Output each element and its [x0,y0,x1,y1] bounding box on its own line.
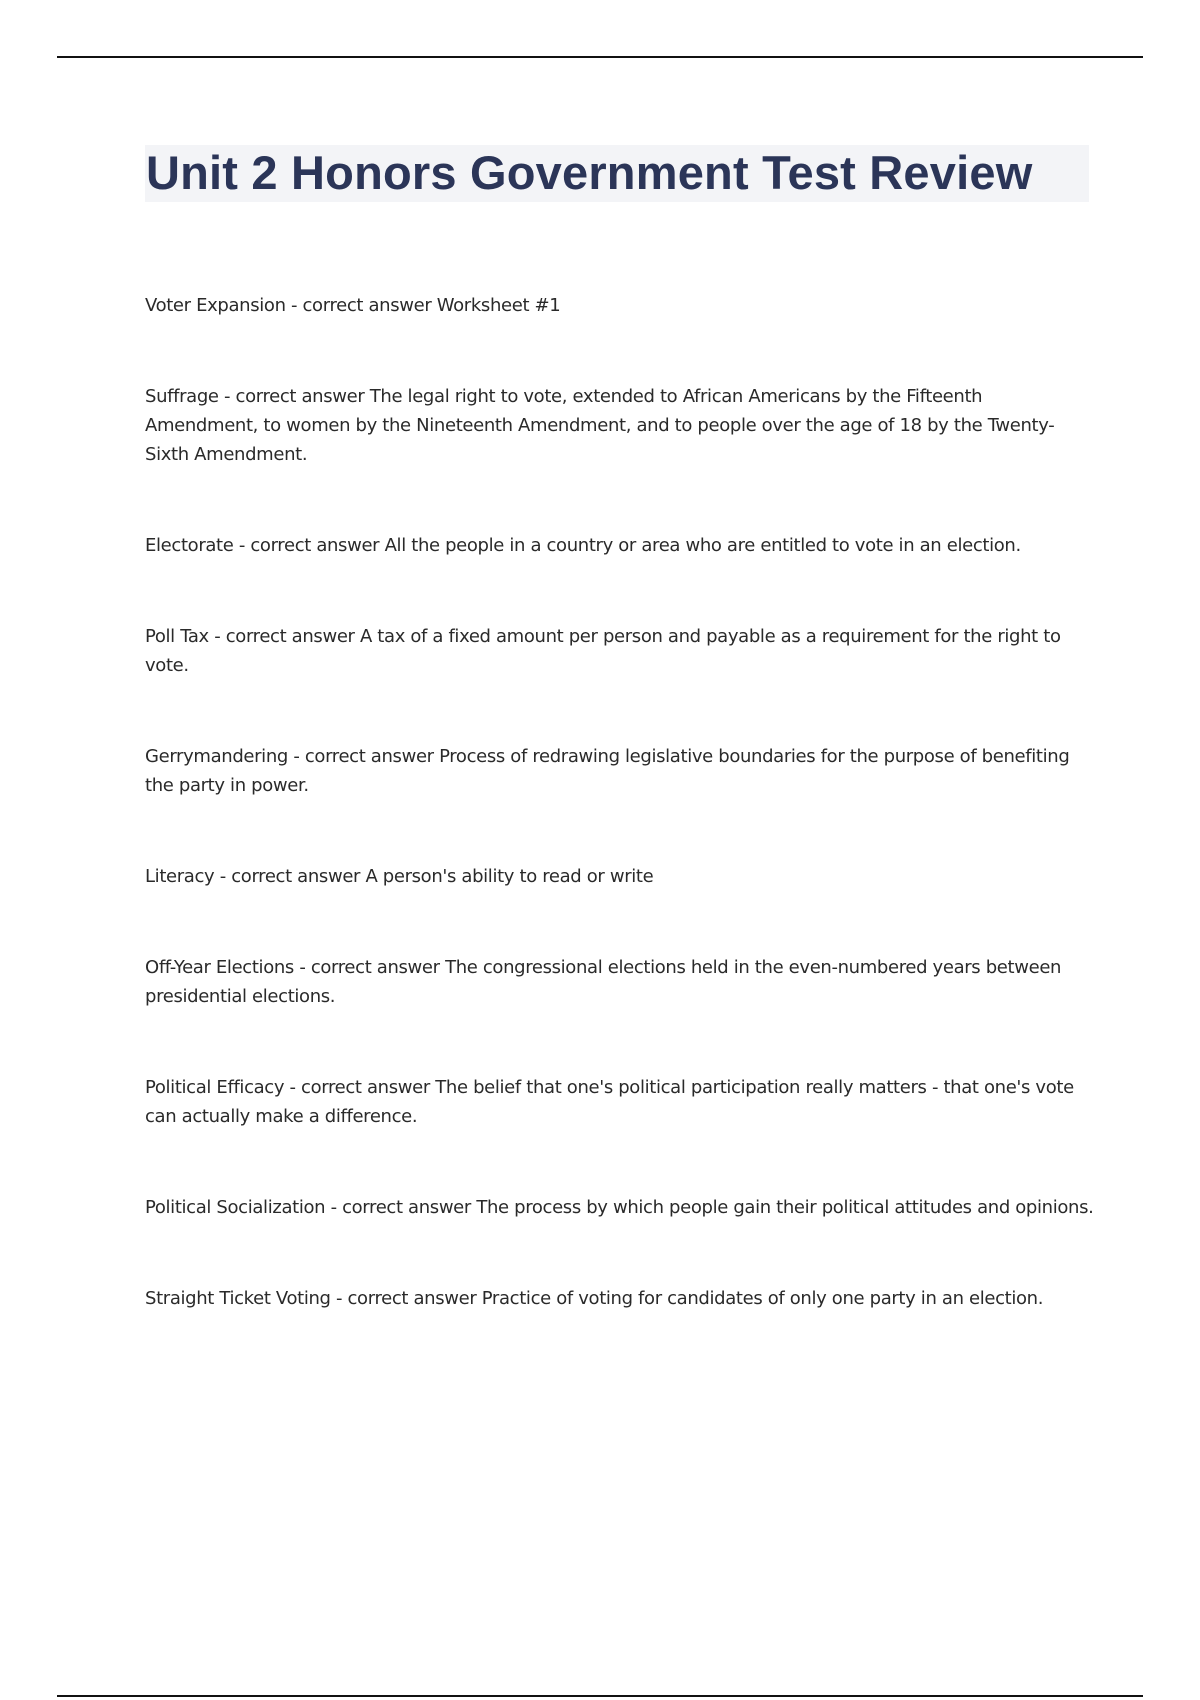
term-entry-voter-expansion: Voter Expansion - correct answer Worksheet #1 [145,295,561,316]
term-entry-political-socialization: Political Socialization - correct answer The process by which people gain their political attitudes and opinions. [145,1197,1094,1218]
term-list [145,291,1095,1375]
term-entry-electorate: Electorate - correct answer All the people in a country or area who are entitled to vote in an election. [145,535,1021,556]
bottom-rule [57,1695,1143,1697]
term-entry-gerrymandering: Gerrymandering - correct answer Process of redrawing legislative boundaries for the purpose of benefiting the party in power. [145,746,1070,796]
page-title: Unit 2 Honors Government Test Review [146,146,1033,199]
term-entry-suffrage: Suffrage - correct answer The legal right to vote, extended to African Americans by the Fifteenth Amendment, to women by the Nineteenth Amendment, and to people over the age of 18 by the Twenty-Sixth Amendment. [145,386,1055,465]
term-entry-poll-tax: Poll Tax - correct answer A tax of a fixed amount per person and payable as a requirement for the right to vote. [145,626,1061,676]
term-entry-literacy: Literacy - correct answer A person's ability to read or write [145,866,654,887]
top-rule [57,56,1143,58]
term-entry-off-year-elections: Off-Year Elections - correct answer The congressional elections held in the even-numbered years between presidential elections. [145,957,1062,1007]
term-entry-political-efficacy: Political Efficacy - correct answer The belief that one's political participation really matters - that one's vote can actually make a difference. [145,1077,1074,1127]
term-entry-straight-ticket-voting: Straight Ticket Voting - correct answer Practice of voting for candidates of only one party in an election. [145,1288,1044,1309]
